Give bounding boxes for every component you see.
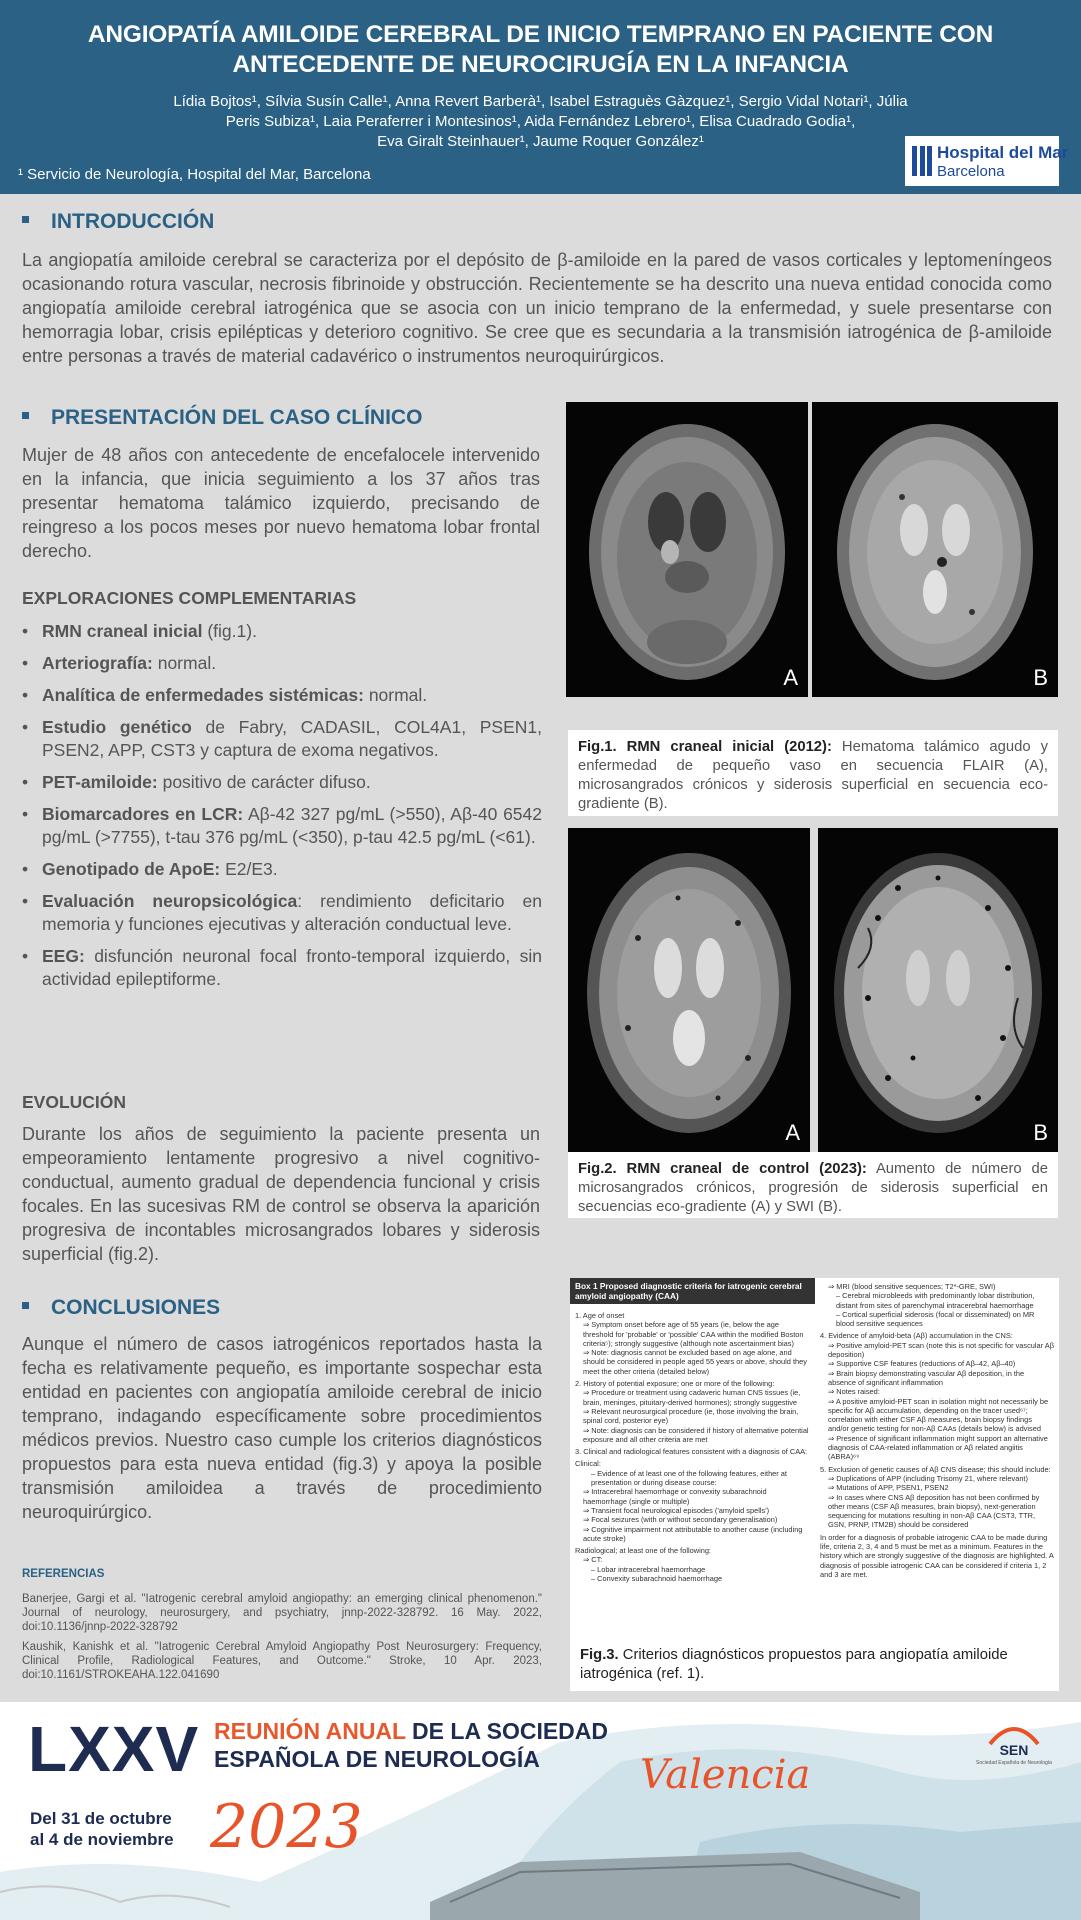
- intro-text: La angiopatía amiloide cerebral se caracteriza por el depósito de β-amiloide en la pared de vasos corticales y leptomeníngeos ocasionando rotura vascular, necrosis fibrinoide y obstrucción. Recientemente se ha descrito una nueva entidad conocida como angiopatía amiloide cerebral iatrogénica que se asocia con un inicio temprano de la enfermedad, y suele presentarse con hemorragia lobar, crisis epilépticas y deterioro cognitivo. Se cree que es secundaria a la transmisión iatrogénica de β-amiloide entre personas a través de material cadavérico o instrumentos neuroquirúrgicos.: [22, 250, 1052, 366]
- criteria-line: Clinical:: [575, 1459, 601, 1469]
- criteria-right-column: [820, 1282, 1054, 1579]
- sen-logo: [972, 1720, 1056, 1780]
- logo-city: Barcelona: [937, 163, 1005, 180]
- congress-name-line-2: ESPAÑOLA DE NEUROLOGÍA: [214, 1746, 540, 1772]
- criteria-line: – Cortical superficial siderosis (focal or disseminated) on MR blood sensitive sequences: [836, 1309, 1035, 1329]
- criteria-line: 2. History of potential exposure; one or more of the following:: [575, 1379, 775, 1389]
- fig2-label-b: B: [1033, 1120, 1048, 1145]
- reference-2: Kaushik, Kanishk et al. "Iatrogenic Cerebral Amyloid Angiopathy Post Neurosurgery: Frequency, Clinical Profile, Radiological Features, and Outcome." Stroke, 10 Apr. 2023, doi:10.1161/STROKEAHA.122.041690: [22, 1641, 542, 1681]
- criteria-line: 3. Clinical and radiological features consistent with a diagnosis of CAA:: [575, 1447, 808, 1457]
- reference-1: Banerjee, Gargi et al. "Iatrogenic cerebral amyloid angiopathy: an emerging clinical phenomenon." Journal of neurology, neurosurgery, and psychiatry, jnnp-2022-328792. 16 May. 2022, doi:10.1136/jnnp-2022-328792: [22, 1593, 542, 1633]
- exploracion-item: • Arteriografía: normal.: [22, 652, 542, 675]
- fig3-criteria-box: [570, 1278, 1059, 1691]
- criteria-line: ⇒ Relevant neurosurgical procedure (ie, those involving the brain, spinal cord, posterior eye): [583, 1406, 799, 1426]
- exploracion-item: • RMN craneal inicial (fig.1).: [22, 620, 542, 643]
- fig2-caption: Fig.2. RMN craneal de control (2023): Aumento de número de microsangrados crónicos, progresión de siderosis superficial en secuencias eco-gradiente (A) y SWI (B).: [568, 1152, 1058, 1218]
- evolucion-heading: EVOLUCIÓN: [22, 1092, 127, 1112]
- date-line-2: al 4 de noviembre: [30, 1830, 174, 1849]
- fig1-label-b: B: [1033, 665, 1048, 690]
- criteria-line: ⇒ CT:: [583, 1555, 603, 1565]
- criteria-line: ⇒ A positive amyloid-PET scan in isolation might not necessarily be specific for Aβ accumulation, depending on the tracer used⁶⁷; correlation with either CSF Aβ measures, brain biopsy findings and/or genetic testing for non-Aβ CAAs (details below) is advised: [828, 1396, 1049, 1434]
- criteria-line: ⇒ Brain biopsy demonstrating vascular Aβ deposition, in the absence of significant inflammation: [828, 1368, 1025, 1387]
- bullet-square-icon: [22, 1302, 29, 1309]
- fig1-label-a: A: [783, 665, 798, 690]
- sen-acronym: SEN: [999, 1742, 1029, 1758]
- fig3-caption: Fig.3. Criterios diagnósticos propuestos para angiopatía amiloide iatrogénica (ref. 1).: [580, 1647, 1008, 1682]
- fig1-image-a: [566, 402, 808, 697]
- exploracion-item: • Estudio genético de Fabry, CADASIL, COL4A1, PSEN1, PSEN2, APP, CST3 y captura de exoma negativos.: [22, 716, 542, 762]
- hospital-logo: [905, 136, 1069, 186]
- bullet-square-icon: [22, 412, 29, 419]
- criteria-line: 5. Exclusion of genetic causes of Aβ CNS disease; this should include:: [820, 1464, 1051, 1474]
- criteria-line: ⇒ Intracerebral haemorrhage or convexity subarachnoid haemorrhage (single or multiple): [583, 1487, 767, 1506]
- evolucion-text: Durante los años de seguimiento la paciente presenta un empeoramiento lentamente progresivo a nivel cognitivo-conductual, aumento gradual de dependencia funcional y crisis focales. En las sucesivas RM de control se observa la aparición progresiva de incontables microsangrados lobares y siderosis superficial (fig.2).: [22, 1124, 540, 1264]
- referencias-list: [22, 1592, 542, 1688]
- mri-control-gradient-scan: [568, 828, 810, 1152]
- criteria-left-column: [575, 1308, 811, 1583]
- date-line-1: Del 31 de octubre: [30, 1809, 172, 1828]
- criteria-line: 4. Evidence of amyloid-beta (Aβ) accumulation in the CNS:: [820, 1331, 1013, 1341]
- congress-dates: [30, 1808, 174, 1850]
- congress-edition: LXXV: [28, 1713, 200, 1785]
- congress-year: 2023: [210, 1792, 363, 1862]
- exploracion-item: • Analítica de enfermedades sistémicas: normal.: [22, 684, 542, 707]
- mri-flair-scan: [566, 402, 808, 697]
- exploracion-item: • Genotipado de ApoE: E2/E3.: [22, 858, 542, 881]
- header-banner: [0, 0, 1081, 194]
- authors-line-3: Eva Giralt Steinhauer¹, Jaume Roquer González¹: [377, 133, 704, 150]
- authors: [120, 92, 961, 152]
- criteria-line: ⇒ Note: diagnosis can be considered if history of alternative potential exposure and all other criteria are met: [583, 1425, 809, 1444]
- criteria-line: ⇒ MRI (blood sensitive sequences; T2*-GRE, SWI): [828, 1282, 996, 1291]
- authors-line-2: Peris Subiza¹, Laia Peraferrer i Montesinos¹, Aida Fernández Lebrero¹, Elisa Cuadrado Godia¹,: [225, 113, 856, 130]
- exploracion-item: • Evaluación neuropsicológica: rendimiento deficitario en memoria y funciones ejecutivas y alteración conductual leve.: [22, 890, 542, 936]
- criteria-line: ⇒ Presence of significant inflammation might support an alternative diagnosis of CAA-related inflammation or Aβ related angiitis (ABRA)⁶⁹: [828, 1433, 1048, 1462]
- criteria-line: ⇒ Notes raised:: [828, 1387, 880, 1397]
- fig2-label-a: A: [785, 1120, 800, 1145]
- exploraciones-list: [22, 620, 542, 1000]
- mri-swi-scan: [818, 828, 1058, 1152]
- bullet-square-icon: [22, 216, 29, 223]
- criteria-line: – Convexity subarachnoid haemorrhage: [591, 1574, 723, 1584]
- mri-gradient-echo-scan: [812, 402, 1058, 697]
- criteria-line: ⇒ Transient focal neurological episodes ('amyloid spells'): [583, 1505, 770, 1515]
- criteria-line: ⇒ Cognitive impairment not attributable to another cause (including acute stroke): [583, 1524, 803, 1543]
- criteria-line: ⇒ Procedure or treatment using cadaveric human CNS tissues (ie, brain, meninges, pituitary-derived hormones); strongly suggestive: [583, 1388, 801, 1407]
- criteria-line: ⇒ Note: diagnosis cannot be excluded based on age alone, and should be considered in people aged 55 years or above, should they meet the other criteria (detailed below): [583, 1348, 807, 1376]
- referencias-heading: REFERENCIAS: [22, 1568, 105, 1580]
- authors-line-1: Lídia Bojtos¹, Sílvia Susín Calle¹, Anna Revert Barberà¹, Isabel Estraguès Gàzquez¹, Sergio Vidal Notari¹, Júlia: [173, 93, 908, 110]
- criteria-line: 1. Age of onset: [575, 1311, 625, 1320]
- fig2-image-b: [818, 828, 1058, 1152]
- criteria-line: ⇒ Supportive CSF features (reductions of Aβ–42, Aβ–40): [828, 1359, 1016, 1369]
- title-line-1: ANGIOPATÍA AMILOIDE CEREBRAL DE INICIO TEMPRANO EN PACIENTE CON: [87, 21, 994, 48]
- criteria-line: ⇒ Duplications of APP (including Trisomy 21, where relevant): [828, 1473, 1028, 1483]
- logo-name: Hospital del Mar: [937, 143, 1069, 162]
- criteria-line: Radiological; at least one of the following:: [575, 1546, 711, 1556]
- exploracion-item: • PET-amiloide: positivo de carácter difuso.: [22, 771, 542, 794]
- fig1-image-b: [812, 402, 1058, 697]
- criteria-line: ⇒ Symptom onset before age of 55 years (ie, below the age threshold for 'probable' or 'possible' CAA within the modified Boston criteria⁵); strongly suggestive (although note ascertainment bias): [583, 1320, 804, 1348]
- criteria-box-title: Box 1 Proposed diagnostic criteria for iatrogenic cerebral amyloid angiopathy (CAA): [570, 1278, 815, 1304]
- conclusiones-heading: CONCLUSIONES: [22, 1296, 220, 1320]
- fig1-caption: Fig.1. RMN craneal inicial (2012): Hematoma talámico agudo y enfermedad de pequeño vaso en secuencia FLAIR (A), microsangrados crónicos y siderosis superficial en secuencia eco-gradiente (B).: [568, 730, 1058, 816]
- criteria-line: ⇒ Positive amyloid-PET scan (note this is not specific for vascular Aβ deposition): [828, 1340, 1054, 1360]
- congress-name-line-1: REUNIÓN ANUAL DE LA SOCIEDAD: [214, 1718, 608, 1744]
- congress-city: Valencia: [640, 1752, 811, 1798]
- fig2-image-a: [568, 828, 810, 1152]
- criteria-line: In order for a diagnosis of probable iatrogenic CAA to be made during life, criteria 2, 3, 4 and 5 must be met as a minimum. Features in the history which are strongly suggestive of the diagnosis are highlighted. A diagnosis of possible iatrogenic CAA can be considered if criteria 1, 2 and 3 are met.: [820, 1532, 1054, 1579]
- title-line-2: ANTECEDENTE DE NEUROCIRUGÍA EN LA INFANCIA: [232, 51, 849, 78]
- case-heading: PRESENTACIÓN DEL CASO CLÍNICO: [22, 406, 422, 430]
- criteria-line: ⇒ Focal seizures (with or without secondary generalisation): [583, 1515, 778, 1525]
- criteria-line: – Cerebral microbleeds with predominantly lobar distribution, distant from sites of parenchymal intracerebral haemorrhage: [836, 1291, 1035, 1310]
- intro-heading: INTRODUCCIÓN: [22, 210, 214, 234]
- exploracion-item: • EEG: disfunción neuronal focal fronto-temporal izquierdo, sin actividad epileptiforme.: [22, 945, 542, 991]
- affiliation: ¹ Servicio de Neurología, Hospital del Mar, Barcelona: [18, 166, 371, 183]
- criteria-line: – Lobar intracerebral haemorrhage: [591, 1564, 706, 1574]
- case-text: Mujer de 48 años con antecedente de encefalocele intervenido en la infancia, que inicia seguimiento a los 37 años tras presentar hematoma talámico izquierdo, precisando de reingreso a los pocos meses por nuevo hematoma lobar frontal derecho.: [22, 445, 540, 561]
- criteria-line: – Evidence of at least one of the following features, either at presentation or during disease course:: [591, 1468, 787, 1488]
- sen-fullname: Sociedad Española de Neurología: [976, 1760, 1052, 1766]
- criteria-line: ⇒ Mutations of APP, PSEN1, PSEN2: [828, 1483, 949, 1493]
- exploraciones-heading: EXPLORACIONES COMPLEMENTARIAS: [22, 588, 357, 608]
- criteria-line: ⇒ In cases where CNS Aβ deposition has not been confirmed by other means (CSF Aβ measures, brain biopsy), next-generation sequencing for mutations resulting in non-Aβ CAA (CST3, TTR, GSN, PRNP, ITM2B) should be considered: [828, 1492, 1040, 1530]
- poster-title: [10, 20, 1071, 80]
- congress-footer: [0, 1702, 1081, 1920]
- hospital-mark-icon: [912, 144, 932, 178]
- conclusiones-text: Aunque el número de casos iatrogénicos reportados hasta la fecha es relativamente pequeño, es importante sospechar esta entidad en pacientes con angiopatía amiloide cerebral de inicio temprano, indagando específicamente sobre procedimientos médicos previos. Nuestro caso cumple los criterios diagnósticos propuestos para esta nueva entidad (fig.3) y apoya la posible transmisión amiloidea a través de procedimiento neuroquirúrgico.: [22, 1334, 542, 1522]
- exploracion-item: • Biomarcadores en LCR: Aβ-42 327 pg/mL (>550), Aβ-40 6542 pg/mL (>7755), t-tau 376 pg/mL (<350), p-tau 42.5 pg/mL (<61).: [22, 803, 542, 849]
